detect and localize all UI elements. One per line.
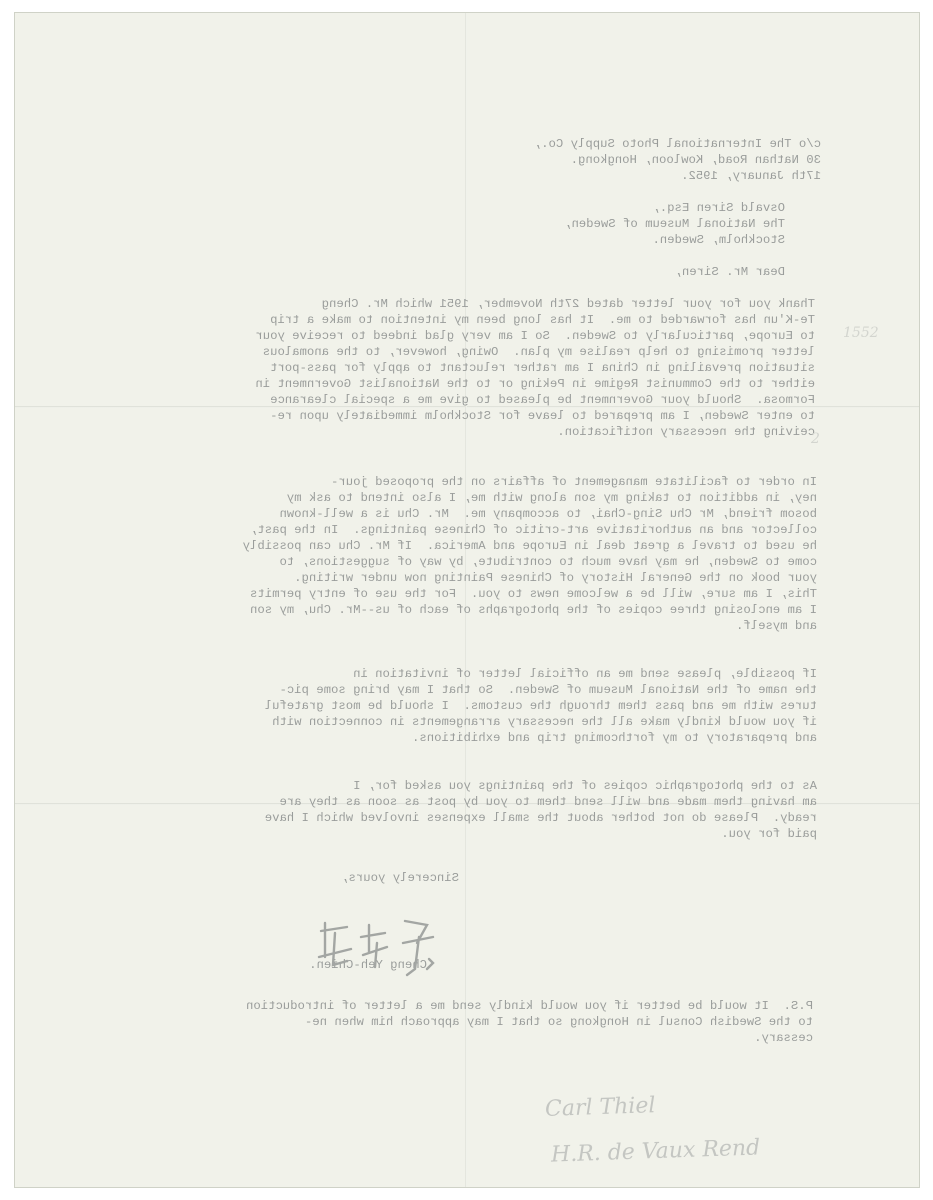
paragraph-line: ready. Please do not bother about the small expenses involved which I have — [264, 811, 817, 825]
paragraph-line: This, I am sure, will be a welcome news to you. For the use of entry permits — [249, 587, 817, 601]
letter-page — [14, 12, 920, 1188]
paragraph-line: situation prevailing in China I am rather reluctant to apply for pass-port — [270, 361, 815, 375]
signature-mark — [307, 913, 447, 983]
signature-name: Cheng Yeh-Chien. — [309, 958, 427, 972]
paragraph-line: I am enclosing three copies of the photographs of each of us--Mr. Chu, my son — [249, 603, 817, 617]
address-line: 30 Nathan Road, Kowloon, Hongkong. — [570, 153, 821, 167]
postscript-line: cessary. — [754, 1031, 813, 1045]
paragraph-line: bosom friend, Mr Chu Sing-Chai, to accompany me. Mr. Chu is a well-known — [279, 507, 817, 521]
paragraph-line: come to Sweden, he may have much to contribute, by way of suggestions, to — [279, 555, 817, 569]
salutation: Dear Mr. Siren, — [674, 265, 785, 279]
paragraph-line: and preparatory to my forthcoming trip and exhibitions. — [411, 731, 817, 745]
paragraph-line: to enter Sweden, I am prepared to leave for Stockholm immediately upon re- — [270, 409, 815, 423]
pencil-note: Carl Thiel — [544, 1093, 656, 1122]
paragraph-line: either to the Communist Regime in Peking or to the Nationalist Government in — [255, 377, 815, 391]
paragraph-line: tures with me and pass them through the customs. I should be most grateful — [264, 699, 817, 713]
margin-mark: 2 — [811, 431, 820, 447]
postscript-line: to the Swedish Consul in Hongkong so that I may approach him when ne- — [304, 1015, 813, 1029]
address-line: c/o The International Photo Supply Co., — [533, 137, 821, 151]
paragraph-line: if you would kindly make all the necessary arrangements in connection with — [272, 715, 817, 729]
paragraph-line: am having them made and will send them to you by post as soon as they are — [279, 795, 817, 809]
paragraph-line: Thank you for your letter dated 27th November, 1951 which Mr. Cheng — [321, 297, 815, 311]
recipient-line: Stockholm, Sweden. — [652, 233, 785, 247]
paragraph-line: As to the photographic copies of the paintings you asked for, I — [353, 779, 817, 793]
recipient-line: Osvald Siren Esq., — [652, 201, 785, 215]
paragraph-line: to Europe, particularly to Sweden. So I am very glad indeed to receive your — [255, 329, 815, 343]
closing: Sincerely yours, — [341, 871, 459, 885]
paragraph-line: ney, in addition to taking my son along with me, I also intend to ask my — [286, 491, 817, 505]
paragraph-line: and myself. — [735, 619, 817, 633]
paragraph-line: he used to travel a great deal in Europe and America. If Mr. Chu can possibly — [242, 539, 817, 553]
postscript-line: P.S. It would be better if you would kindly send me a letter of introduction — [245, 999, 813, 1013]
paragraph-line: ceiving the necessary notification. — [557, 425, 815, 439]
paragraph-line: collector and an authoritative art-critic of Chinese paintings. In the past, — [249, 523, 817, 537]
paragraph-line: Formosa. Should your Government be pleased to give me a special clearance — [270, 393, 815, 407]
date-line: 17th January, 1952. — [681, 169, 821, 183]
paragraph-line: the name of the National Museum of Sweden. So that I may bring some pic- — [279, 683, 817, 697]
recipient-line: The National Museum of Sweden, — [564, 217, 785, 231]
paragraph-line: In order to facilitate management of affairs on the proposed jour- — [330, 475, 817, 489]
pencil-note: H.R. de Vaux Rend — [550, 1135, 761, 1168]
paragraph-line: your book on the General History of Chinese Painting now under writing. — [294, 571, 817, 585]
paragraph-line: Te-K'un has forwarded to me. It has long been my intention to make a trip — [270, 313, 815, 327]
margin-mark: 1552 — [843, 325, 879, 341]
paragraph-line: If possible, please send me an official letter of invitation in — [353, 667, 817, 681]
paragraph-line: paid for you. — [721, 827, 817, 841]
paragraph-line: letter promising to help realise my plan. Owing, however, to the anomalous — [262, 345, 815, 359]
show-through-text — [15, 13, 920, 1188]
